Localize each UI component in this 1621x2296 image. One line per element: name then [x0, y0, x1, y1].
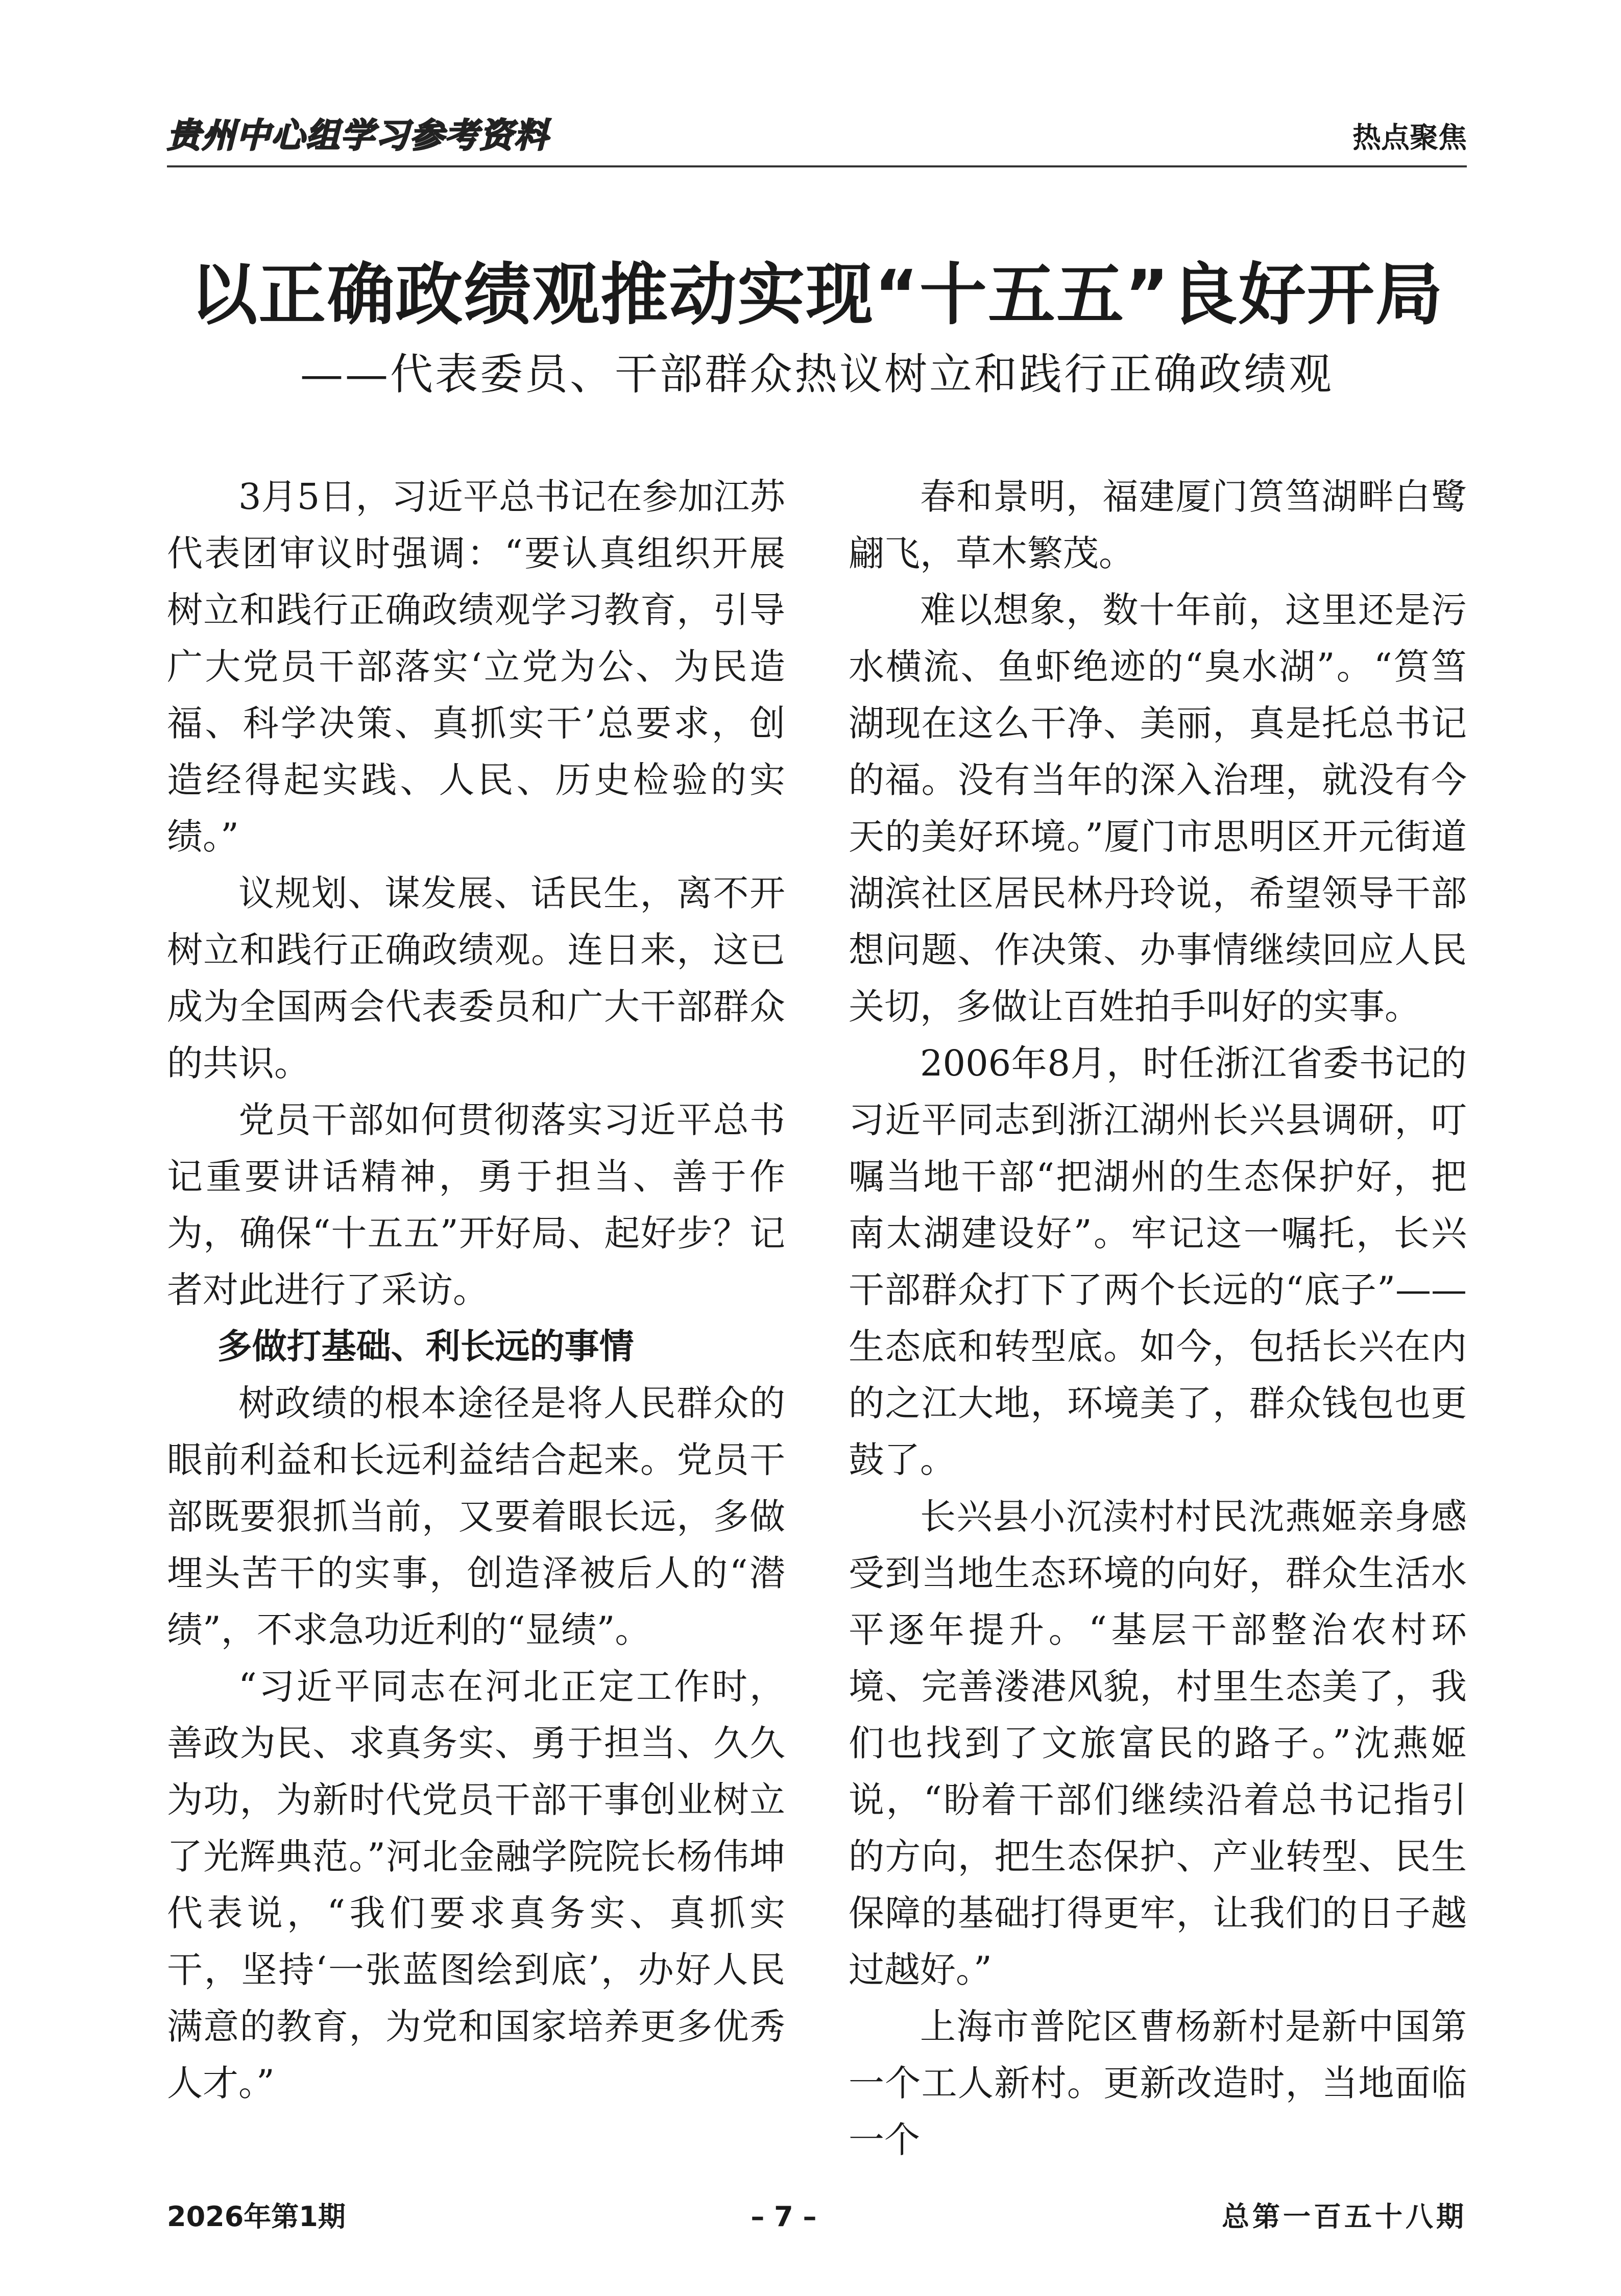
- publication-name: 贵州中心组学习参考资料: [167, 116, 549, 155]
- article-title: 以正确政绩观推动实现“十五五”良好开局: [190, 256, 1444, 334]
- paragraph: 春和景明，福建厦门筼筜湖畔白鹭翩飞，草木繁茂。: [849, 476, 1467, 574]
- right-column: [849, 469, 1467, 2168]
- section-heading: 多做打基础、利长远的事情: [217, 1327, 634, 1367]
- paragraph: 长兴县小沉渎村村民沈燕姬亲身感受到当地生态环境的向好，群众生活水平逐年提升。“基层干部整治农村环境、完善溇港风貌，村里生态美了，我们也找到了文旅富民的路子。”沈燕姬说，“盼着干部们继续沿着总书记指引的方向，把生态保护、产业转型、民生保障的基础打得更牢，让我们的日子越过越好。”: [849, 1496, 1467, 1991]
- section-name: 热点聚焦: [1352, 121, 1467, 155]
- footer-issue: 2026年第1期: [167, 2201, 346, 2233]
- paragraph: 2006年8月，时任浙江省委书记的习近平同志到浙江湖州长兴县调研，叮嘱当地干部“把湖州的生态保护好，把南太湖建设好”。牢记这一嘱托，长兴干部群众打下了两个长远的“底子”——生态底和转型底。如今，包括长兴在内的之江大地，环境美了，群众钱包也更鼓了。: [849, 1042, 1467, 1481]
- page-number: – 7 –: [751, 2201, 817, 2233]
- page-header: [167, 115, 1467, 167]
- paragraph: 党员干部如何贯彻落实习近平总书记重要讲话精神，勇于担当、善于作为，确保“十五五”开好局、起好步？记者对此进行了采访。: [167, 1099, 785, 1311]
- article-subtitle: ——代表委员、干部群众热议树立和践行正确政绩观: [300, 349, 1334, 399]
- paragraph: 树政绩的根本途径是将人民群众的眼前利益和长远利益结合起来。党员干部既要狠抓当前，又要着眼长远，多做埋头苦干的实事，创造泽被后人的“潜绩”，不求急功近利的“显绩”。: [167, 1382, 785, 1651]
- footer-total-issue: 总第一百五十八期: [1222, 2201, 1467, 2233]
- paragraph: “习近平同志在河北正定工作时，善政为民、求真务实、勇于担当、久久为功，为新时代党员干部干事创业树立了光辉典范。”河北金融学院院长杨伟坤代表说，“我们要求真务实、真抓实干，坚持‘一张蓝图绘到底’，办好人民满意的教育，为党和国家培养更多优秀人才。”: [167, 1666, 785, 2104]
- paragraph: 3月5日，习近平总书记在参加江苏代表团审议时强调：“要认真组织开展树立和践行正确政绩观学习教育，引导广大党员干部落实‘立党为公、为民造福、科学决策、真抓实干’总要求，创造经得起实践、人民、历史检验的实绩。”: [167, 476, 785, 858]
- left-column: [167, 469, 785, 2112]
- article-body: [167, 469, 1467, 2168]
- page-footer: [167, 2168, 1467, 2235]
- paragraph: 议规划、谋发展、话民生，离不开树立和践行正确政绩观。连日来，这已成为全国两会代表委员和广大干部群众的共识。: [167, 872, 785, 1084]
- paragraph: 上海市普陀区曹杨新村是新中国第一个工人新村。更新改造时，当地面临一个: [849, 2006, 1467, 2161]
- paragraph: 难以想象，数十年前，这里还是污水横流、鱼虾绝迹的“臭水湖”。“筼筜湖现在这么干净、美丽，真是托总书记的福。没有当年的深入治理，就没有今天的美好环境。”厦门市思明区开元街道湖滨社区居民林丹玲说，希望领导干部想问题、作决策、办事情继续回应人民关切，多做让百姓拍手叫好的实事。: [849, 589, 1467, 1028]
